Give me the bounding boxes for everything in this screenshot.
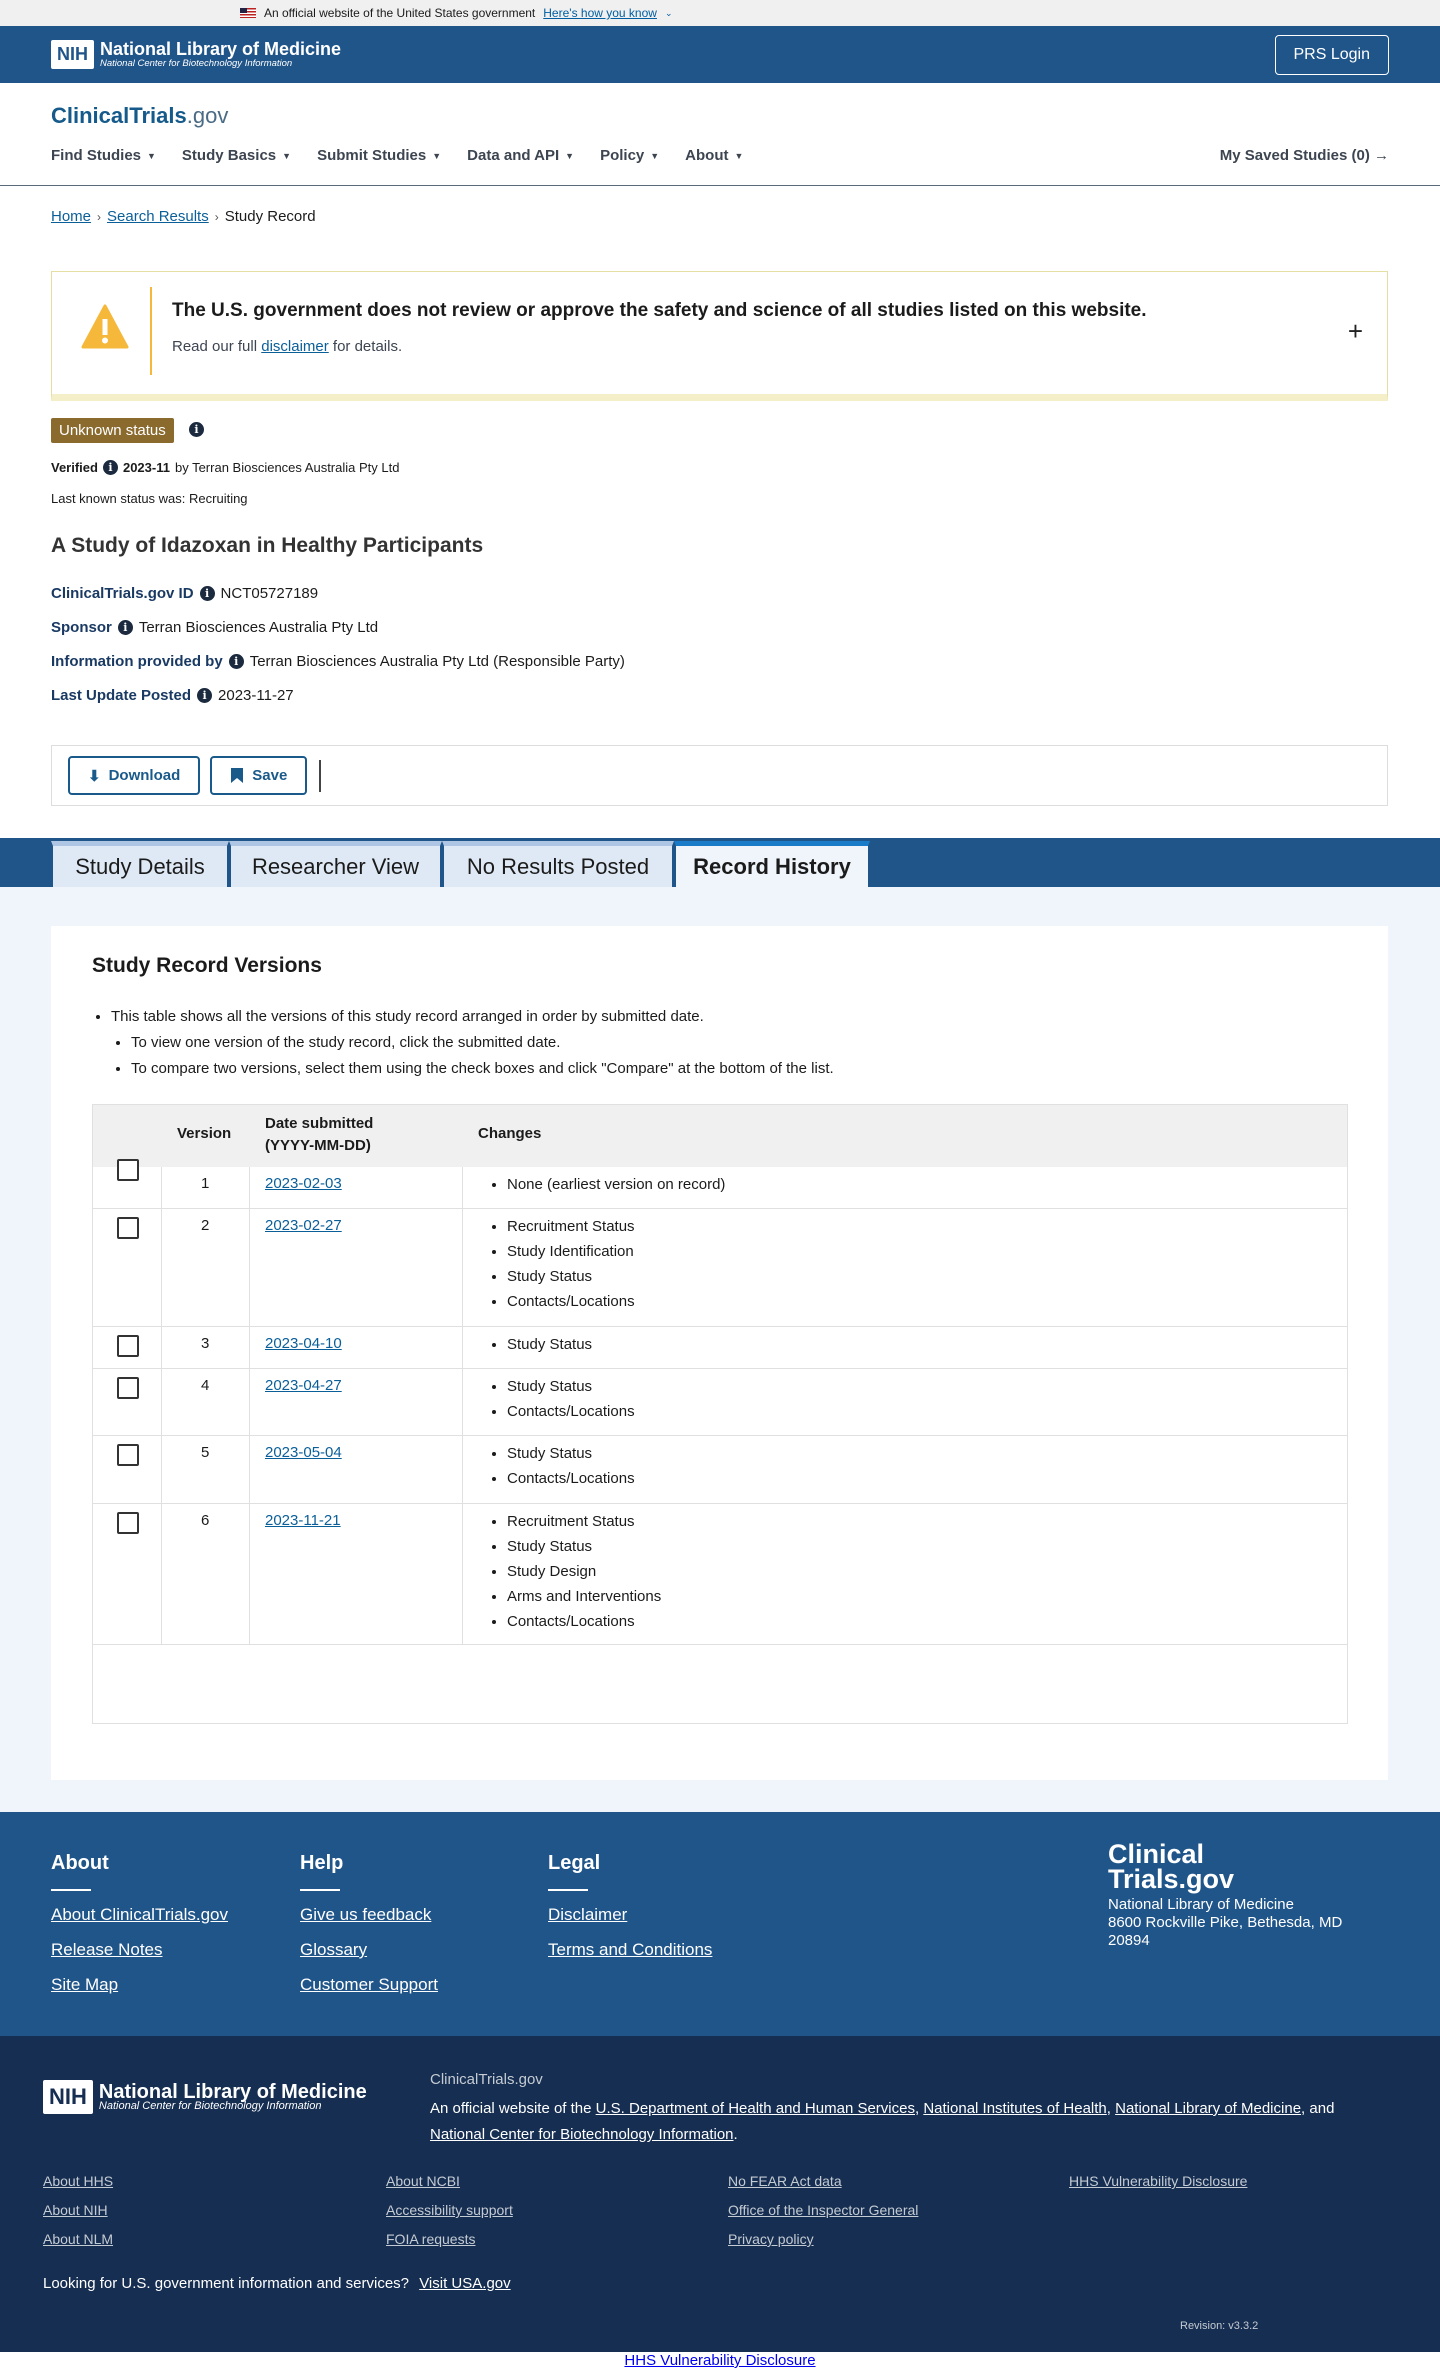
information-provided-row [51,653,625,670]
version-checkbox[interactable] [117,1335,139,1357]
instruction-item: • This table shows all the versions of this study record arranged in order by submitted date. [111,1004,834,1030]
change-item: • Study Status [507,1534,661,1559]
footer-links-col4 [1069,2173,1247,2202]
clinicaltrials-footer-logo[interactable] [1108,1839,1235,1894]
change-item: • Arms and Interventions [507,1584,661,1609]
version-number: 5 [201,1444,210,1461]
hhs-vulnerability-disclosure-link[interactable]: HHS Vulnerability Disclosure [624,2352,816,2369]
site-footer [0,1812,1440,2036]
table-row [93,1435,1347,1503]
change-item: • Study Status [507,1374,635,1399]
breadcrumb [51,208,316,225]
version-number: 2 [201,1217,210,1234]
change-item: • Study Status [507,1332,592,1357]
version-checkbox[interactable] [117,1217,139,1239]
brand-suffix: .gov [186,103,229,128]
nav-find-studies[interactable] [51,147,156,164]
save-button[interactable] [210,756,307,795]
version-checkbox[interactable] [117,1377,139,1399]
chevron-down-icon: ▼ [650,150,660,161]
version-date-link[interactable]: 2023-02-03 [265,1175,342,1192]
official-website-text: An official website of the U.S. Department of Health and Human Services, National Institutes of Health, National Library of Medicine, and National Center for Biotechnology Information. [430,2100,1335,2143]
footer-rule [51,1889,91,1891]
sponsor-value: Terran Biosciences Australia Pty Ltd [138,619,379,636]
nlm-logo-title: National Library of Medicine [98,2080,367,2103]
footer-link[interactable]: Give us feedback [300,1905,432,1924]
table-row [93,1167,1347,1208]
chevron-down-icon: ⌄ [664,7,673,18]
versions-table [92,1104,1348,1724]
last-known-status: Last known status was: Recruiting [51,491,248,506]
sponsor-label: Sponsor [51,619,112,636]
tab-researcher-view[interactable]: Researcher View [229,841,442,887]
tab-bar [0,838,1440,887]
footer-legal-column [548,1852,712,1975]
version-checkbox[interactable] [117,1512,139,1534]
footer-link[interactable]: Office of the Inspector General [728,2202,919,2218]
version-date-link[interactable]: 2023-05-04 [265,1444,342,1461]
address-line: 20894 [1108,1932,1150,1949]
breadcrumb-search-results[interactable]: Search Results [107,208,209,225]
footer-link[interactable]: Customer Support [300,1975,438,1994]
address-line: National Library of Medicine [1108,1896,1294,1913]
save-label: Save [252,767,288,784]
disclaimer-link[interactable]: disclaimer [261,338,329,355]
nav-about[interactable] [685,147,743,164]
download-button[interactable] [68,756,200,795]
warning-icon [80,302,130,352]
footer-link[interactable]: About NIH [43,2202,108,2218]
last-update-value: 2023-11-27 [218,687,294,704]
footer-about-column [51,1852,228,2010]
changes-list [507,1374,635,1424]
footer-legal-title: Legal [548,1852,601,1874]
change-item: • Contacts/Locations [507,1609,661,1634]
my-saved-studies-link[interactable] [1220,147,1389,164]
change-item: • None (earliest version on record) [507,1172,725,1197]
toolbar-divider [319,760,321,792]
nlm-logo-title: National Library of Medicine [100,39,342,59]
verified-line [51,460,399,475]
study-title: A Study of Idazoxan in Healthy Participants [51,534,484,557]
sponsor-row [51,619,378,636]
footer-link[interactable]: Site Map [51,1975,119,1994]
changes-list [507,1214,635,1314]
footer-link[interactable]: About HHS [43,2173,114,2189]
info-provided-value: Terran Biosciences Australia Pty Ltd (Responsible Party) [249,653,625,670]
info-icon[interactable]: i [197,688,212,703]
site-header [0,83,1440,186]
last-update-row [51,687,294,704]
footer-links-col1 [43,2173,113,2260]
nav-label: Policy [600,147,645,164]
verified-date: 2023-11 [122,460,170,475]
tab-study-details[interactable]: Study Details [51,841,229,887]
nav-label: Study Basics [181,147,277,164]
nav-label: Data and API [467,147,560,164]
footer-help-title: Help [300,1852,344,1874]
info-provided-label: Information provided by [51,653,223,670]
nih-header [0,26,1440,83]
col-version: Version [177,1125,232,1142]
id-label: ClinicalTrials.gov ID [51,585,194,602]
clinicaltrials-id-row [51,585,318,602]
change-item: • Recruitment Status [507,1509,661,1534]
chevron-down-icon: ▼ [147,150,156,161]
chevron-down-icon: ▼ [432,150,442,161]
info-icon[interactable]: i [103,460,118,475]
footer-logo-line2: Trials.gov [1108,1864,1235,1894]
nlm-logo-subtitle: National Center for Biotechnology Information [98,2099,322,2112]
table-row [93,1368,1347,1435]
version-date-link[interactable]: 2023-04-10 [265,1335,342,1352]
col-date-line2: (YYYY-MM-DD) [265,1137,371,1154]
alert-post: for details. [332,338,403,355]
nav-data-and-api[interactable] [467,147,574,164]
footer-rule [548,1889,588,1891]
disclaimer-alert [51,271,1388,401]
tab-no-results-posted[interactable]: No Results Posted [442,841,674,887]
version-date-link[interactable]: 2023-04-27 [265,1377,342,1394]
footer-link[interactable]: HHS Vulnerability Disclosure [1069,2173,1248,2189]
footer-link[interactable]: About ClinicalTrials.gov [51,1905,228,1924]
us-flag-icon [240,8,256,18]
gov-banner [0,0,1440,26]
breadcrumb-current: Study Record [224,208,316,225]
instruction-item: • To compare two versions, select them using the check boxes and click "Compare" at the bottom of the list. [131,1056,834,1082]
change-item: • Study Status [507,1441,635,1466]
brand-main: ClinicalTrials [51,103,187,128]
change-item: • Contacts/Locations [507,1399,635,1424]
footer-link[interactable]: Terms and Conditions [548,1940,713,1959]
alert-pre: Read our full [172,338,258,355]
footer-address [1108,1896,1342,1950]
col-changes: Changes [478,1125,542,1142]
changes-list [507,1509,661,1634]
info-icon[interactable]: i [118,620,133,635]
study-toolbar [51,745,1388,806]
footer-logo-line1: Clinical [1108,1839,1205,1869]
info-icon[interactable]: i [229,654,244,669]
footer-link[interactable]: Privacy policy [728,2231,814,2247]
change-item: • Recruitment Status [507,1214,635,1239]
footer-link[interactable]: Disclaimer [548,1905,628,1924]
nav-submit-studies[interactable] [317,147,441,164]
bottom-bar [0,2352,1440,2369]
ncbi-link[interactable]: National Center for Biotechnology Information [430,2126,734,2143]
nlm-logo[interactable] [51,40,341,69]
version-date-link[interactable]: 2023-02-27 [265,1217,342,1234]
info-icon[interactable]: i [200,586,215,601]
version-checkbox[interactable] [117,1444,139,1466]
nav-label: About [685,147,729,164]
change-item: • Study Design [507,1559,661,1584]
table-row [93,1326,1347,1368]
col-date-line1: Date submitted [265,1115,374,1132]
heres-how-you-know-link[interactable]: Here's how you know [543,6,657,20]
verified-label: Verified [51,460,98,475]
clinicaltrials-logo[interactable] [51,103,228,129]
footer-link[interactable]: Release Notes [51,1940,163,1959]
chevron-down-icon: ▼ [734,150,744,161]
col-date-submitted [265,1113,373,1157]
footer-link[interactable]: FOIA requests [386,2231,476,2247]
nih-logo-box: NIH [43,2080,93,2114]
revision-text: Revision: v3.3.2 [1180,2320,1259,2332]
gov-banner-text: An official website of the United States government [264,6,536,20]
alert-title: The U.S. government does not review or approve the safety and science of all studies listed on this website. [172,300,1147,321]
hhs-link[interactable]: U.S. Department of Health and Human Services [595,2100,915,2117]
nav-label: Find Studies [51,147,141,164]
id-value: NCT05727189 [220,585,319,602]
chevron-down-icon: ▼ [282,150,292,161]
address-line: 8600 Rockville Pike, Bethesda, MD [1108,1914,1343,1931]
nav-study-basics[interactable] [182,147,291,164]
main-nav [51,147,769,164]
versions-title: Study Record Versions [92,954,322,977]
table-header [93,1105,1347,1167]
footer-links-col3 [728,2173,918,2260]
nav-label: Submit Studies [317,147,427,164]
version-number: 1 [201,1175,210,1192]
version-number: 6 [201,1512,210,1529]
arrow-right-icon: → [1374,147,1389,164]
last-update-label: Last Update Posted [51,687,192,704]
footer-help-column [300,1852,438,2010]
alert-divider [150,287,152,375]
version-date-link[interactable]: 2023-11-21 [265,1512,341,1529]
info-icon[interactable]: i [189,422,204,437]
chevron-right-icon: › [97,209,102,224]
status-badge: Unknown status [51,418,174,443]
change-item: • Study Status [507,1264,635,1289]
footer-about-title: About [51,1852,109,1874]
nlm-logo-subtitle: National Center for Biotechnology Information [100,58,293,69]
expand-plus-icon[interactable]: + [1347,316,1363,346]
change-item: • Study Identification [507,1239,635,1264]
download-icon: ⬇ [88,767,101,785]
version-number: 3 [201,1335,210,1352]
nlm-footer [0,2036,1440,2352]
nlm-link[interactable]: National Library of Medicine [1115,2100,1302,2117]
tab-record-history[interactable]: Record History [674,841,870,887]
version-checkbox[interactable] [117,1159,139,1181]
change-item: • Contacts/Locations [507,1289,635,1314]
usa-gov-line [43,2275,511,2292]
breadcrumb-home[interactable]: Home [51,208,92,225]
download-label: Download [108,767,181,784]
saved-studies-label: My Saved Studies (0) [1219,147,1370,164]
versions-instructions [111,1004,834,1082]
chevron-down-icon: ▼ [565,150,575,161]
footer-site-name: ClinicalTrials.gov [430,2071,543,2088]
footer-link[interactable]: No FEAR Act data [728,2173,842,2189]
version-number: 4 [201,1377,210,1394]
footer-links-col2 [386,2173,513,2260]
prs-login-button[interactable]: PRS Login [1275,35,1390,75]
instruction-item: • To view one version of the study record, click the submitted date. [131,1030,834,1056]
footer-link[interactable]: Glossary [300,1940,368,1959]
changes-list [507,1332,592,1357]
official-pre: An official website of the [430,2100,592,2117]
study-record-versions-card [51,926,1388,1780]
footer-link[interactable]: Accessibility support [386,2202,513,2218]
alert-subtext [172,338,402,355]
looking-text: Looking for U.S. government information and services? [43,2275,410,2292]
footer-rule [300,1889,340,1891]
table-row [93,1503,1347,1645]
changes-list [507,1441,635,1491]
footer-link[interactable]: About NCBI [386,2173,460,2189]
verified-by: by Terran Biosciences Australia Pty Ltd [174,460,400,475]
table-row [93,1208,1347,1326]
change-item: • Contacts/Locations [507,1466,635,1491]
nlm-footer-logo[interactable] [43,2080,367,2114]
nav-policy[interactable] [600,147,659,164]
nih-link[interactable]: National Institutes of Health [923,2100,1107,2117]
chevron-right-icon: › [214,209,219,224]
nih-logo-box: NIH [51,40,94,69]
changes-list [507,1172,725,1197]
official-and: and [1309,2100,1335,2117]
visit-usa-gov-link[interactable]: Visit USA.gov [419,2275,511,2292]
footer-link[interactable]: About NLM [43,2231,114,2247]
bookmark-icon [230,767,244,784]
